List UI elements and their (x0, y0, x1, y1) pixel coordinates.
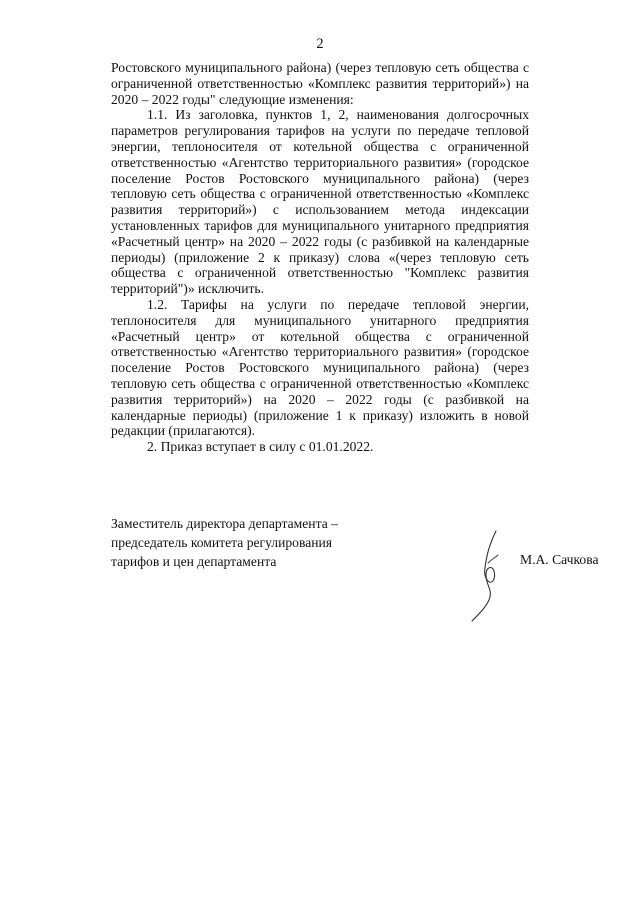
paragraph-item-2: 2. Приказ вступает в силу с 01.01.2022. (147, 439, 374, 455)
signatory-position (111, 514, 371, 571)
handwritten-signature (462, 525, 522, 625)
signatory-position-line: тарифов и цен департамента (111, 554, 277, 569)
signatory-position-line: председатель комитета регулирования (111, 535, 333, 550)
signatory-position-line: Заместитель директора департамента – (111, 516, 338, 531)
paragraph-item-1-1: 1.1. Из заголовка, пунктов 1, 2, наименования долгосрочных параметров регулирования тарифов на услуги по передаче тепловой энергии, теплоносителя от котельной общества с ограниченной ответственностью «Агентство территориального развития» (городское поселение Ростов Ростовского муниципального района) (через тепловую сеть общества с ограниченной ответственностью «Комплекс развития территорий») с использованием метода индексации установленных тарифов для муниципального унитарного предприятия «Расчетный центр» на 2020 – 2022 годы (с разбивкой на календарные периоды) (приложение 2 к приказу) слова «(через тепловую сеть общества с ограниченной ответственностью "Комплекс развития территорий")» исключить. (111, 107, 529, 297)
signatory-name: М.А. Сачкова (520, 552, 599, 567)
paragraph-intro-continuation: Ростовского муниципального района) (через тепловую сеть общества с ограниченной ответственностью «Комплекс развития территорий») на 2020 – 2022 годы" следующие изменения: (111, 60, 529, 107)
paragraph-item-1-2: 1.2. Тарифы на услуги по передаче тепловой энергии, теплоносителя для муниципального унитарного предприятия «Расчетный центр» от котельной общества с ограниченной ответственностью «Агентство территориального развития» (городское поселение Ростов Ростовского муниципального района) (через тепловую сеть общества с ограниченной ответственностью «Комплекс развития территорий») на 2020 – 2022 годы (с разбивкой на календарные периоды) (приложение 1 к приказу) изложить в новой редакции (прилагаются). (111, 296, 529, 439)
document-body (111, 60, 529, 455)
page-number: 2 (316, 36, 324, 52)
